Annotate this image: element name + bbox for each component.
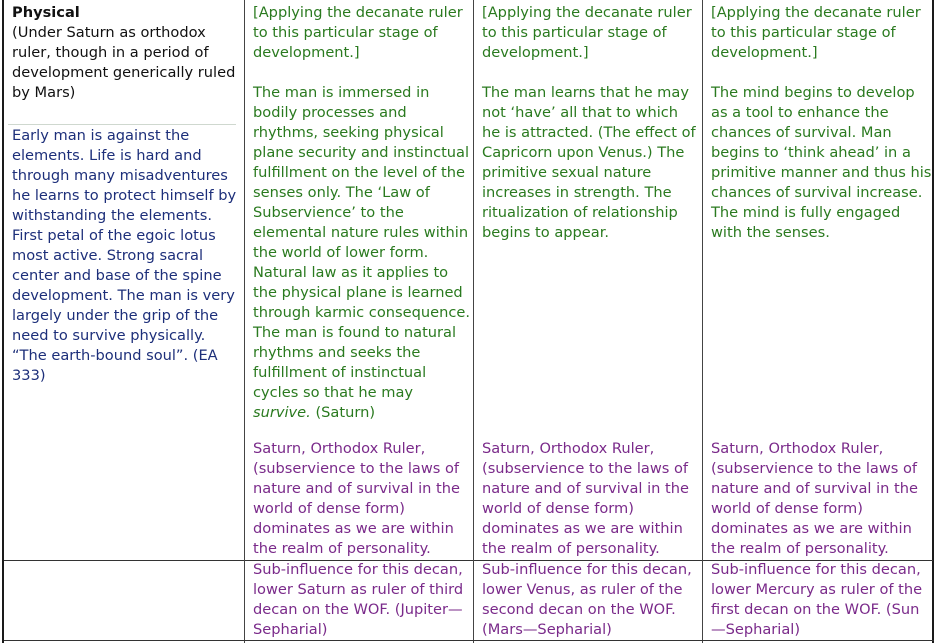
decan-1-body-text: The man is immersed in bodily processes and rhythms, seeking physical plane security and instinctual fulfillment on the level of the senses only. The ‘Law of Subservience’ to the elemental nature rules within the world of lower form. Natural law as it applies to the physical plane is learned through karmic consequence. The man is found to natural rhythms and seeks the fulfillment of instinctual cycles so that he may [253, 84, 470, 401]
decan-2-sub-influence: Sub-influence for this decan, lower Venus, as ruler of the second decan on the WOF. (Mars—Sepharial) [482, 561, 692, 638]
decan-1-body [253, 83, 471, 423]
column-decan-3 [702, 0, 934, 643]
physical-subtitle: (Under Saturn as orthodox ruler, though in a period of development generically ruled by Mars) [12, 24, 236, 101]
row-divider [4, 560, 244, 561]
column-decan-1 [244, 0, 473, 643]
decan-1-sub-influence: Sub-influence for this decan, lower Saturn as ruler of third decan on the WOF. (Jupiter—Sepharial) [253, 561, 464, 638]
column-physical [4, 0, 244, 643]
decan-2-ruler: Saturn, Orthodox Ruler, (subservience to the laws of nature and of survival in the world of dense form) dominates as we are within the realm of personality. [482, 440, 689, 557]
row-divider [8, 124, 236, 125]
decan-1-body-emphasis: survive. [253, 404, 311, 421]
decan-2-header: [Applying the decanate ruler to this particular stage of development.] [482, 4, 692, 61]
decan-1-body-source: (Saturn) [310, 404, 376, 421]
decan-3-sub-influence: Sub-influence for this decan, lower Mercury as ruler of the first decan on the WOF. (Sun—Sepharial) [711, 561, 923, 638]
decan-3-body: The mind begins to develop as a tool to enhance the chances of survival. Man begins to ‘think ahead’ in a primitive manner and thus his chances of survival increase. The mind is fully engaged with the senses. [711, 84, 932, 241]
bottom-divider [4, 640, 934, 641]
decan-3-header: [Applying the decanate ruler to this particular stage of development.] [711, 4, 921, 61]
physical-description: Early man is against the elements. Life is hard and through many misadventures he learns to protect himself by withstanding the elements. First petal of the egoic lotus most active. Strong sacral center and base of the spine development. The man is very largely under the grip of the need to survive physically. “The earth-bound soul”. (EA 333) [12, 127, 237, 384]
decan-1-ruler: Saturn, Orthodox Ruler, (subservience to the laws of nature and of survival in the world of dense form) dominates as we are within the realm of personality. [253, 440, 460, 557]
decanate-table [2, 0, 934, 643]
decan-2-body: The man learns that he may not ‘have’ all that to which he is attracted. (The effect of Capricorn upon Venus.) The primitive sexual nature increases in strength. The ritualization of relationship begins to appear. [482, 84, 696, 241]
decan-3-ruler: Saturn, Orthodox Ruler, (subservience to the laws of nature and of survival in the world of dense form) dominates as we are within the realm of personality. [711, 440, 918, 557]
physical-title: Physical [12, 4, 80, 21]
decan-1-header: [Applying the decanate ruler to this particular stage of development.] [253, 4, 463, 61]
column-decan-2 [473, 0, 702, 643]
